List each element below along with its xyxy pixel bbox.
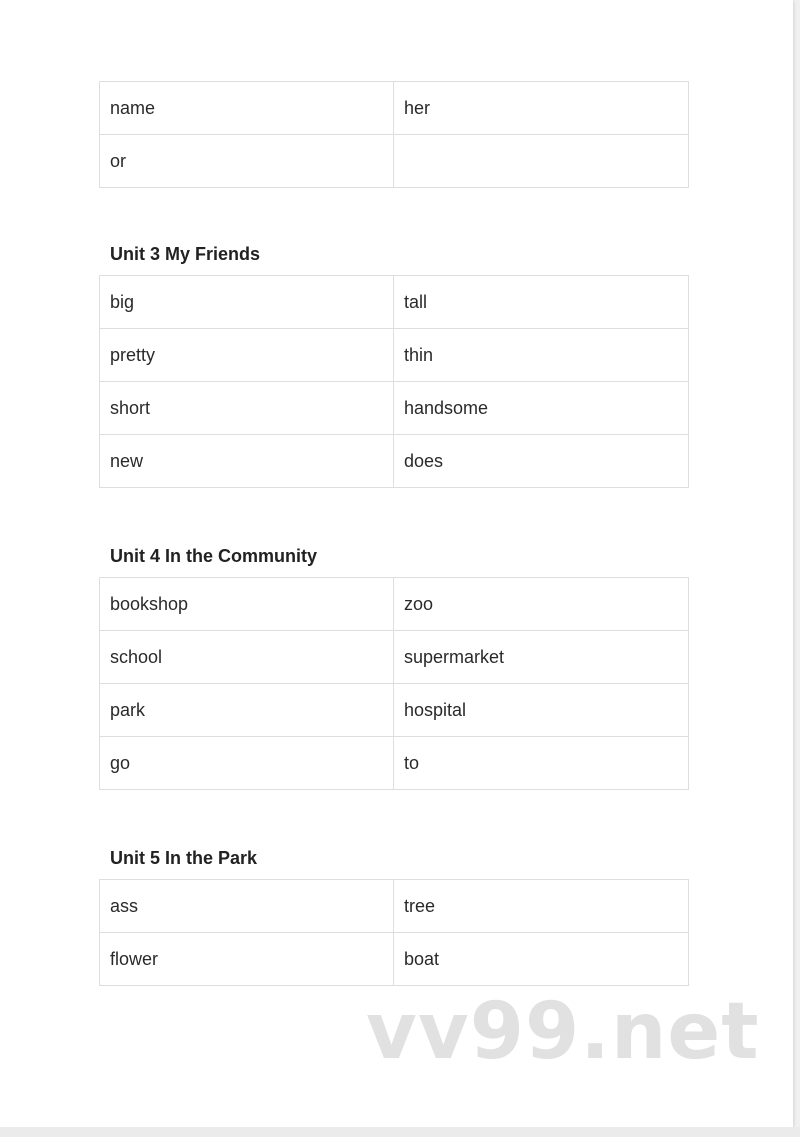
word-cell: supermarket <box>394 631 689 684</box>
word-cell: park <box>100 684 394 737</box>
unit-4-heading: Unit 4 In the Community <box>110 546 317 566</box>
table-row <box>100 631 689 684</box>
word-cell: boat <box>394 933 689 986</box>
table-row <box>100 82 689 135</box>
word-cell: to <box>394 737 689 790</box>
table-row <box>100 933 689 986</box>
vocab-table-unit-2-continued <box>99 81 689 188</box>
unit-5-heading: Unit 5 In the Park <box>110 848 258 868</box>
word-cell: her <box>394 82 689 135</box>
word-cell: tall <box>394 276 689 329</box>
word-cell: pretty <box>100 329 394 382</box>
unit-3-heading: Unit 3 My Friends <box>110 244 261 264</box>
table-row <box>100 435 689 488</box>
word-cell: or <box>100 135 394 188</box>
word-cell: name <box>100 82 394 135</box>
table-row <box>100 135 689 188</box>
table-row <box>100 880 689 933</box>
watermark: vv99.net <box>366 987 760 1077</box>
word-cell: bookshop <box>100 578 394 631</box>
word-cell: new <box>100 435 394 488</box>
word-cell: go <box>100 737 394 790</box>
word-cell: thin <box>394 329 689 382</box>
vocab-table-unit-3 <box>99 275 689 488</box>
vocab-table-unit-5 <box>99 879 689 986</box>
word-cell: short <box>100 382 394 435</box>
word-cell: hospital <box>394 684 689 737</box>
table-row <box>100 737 689 790</box>
vocab-table-unit-4 <box>99 577 689 790</box>
table-row <box>100 276 689 329</box>
word-cell: school <box>100 631 394 684</box>
word-cell: ass <box>100 880 394 933</box>
page-bottom-edge <box>0 1127 800 1137</box>
table-row <box>100 684 689 737</box>
word-cell: flower <box>100 933 394 986</box>
table-row <box>100 329 689 382</box>
table-row <box>100 382 689 435</box>
word-cell: does <box>394 435 689 488</box>
word-cell: zoo <box>394 578 689 631</box>
table-row <box>100 578 689 631</box>
word-cell: handsome <box>394 382 689 435</box>
word-cell <box>394 135 689 188</box>
word-cell: big <box>100 276 394 329</box>
word-cell: tree <box>394 880 689 933</box>
